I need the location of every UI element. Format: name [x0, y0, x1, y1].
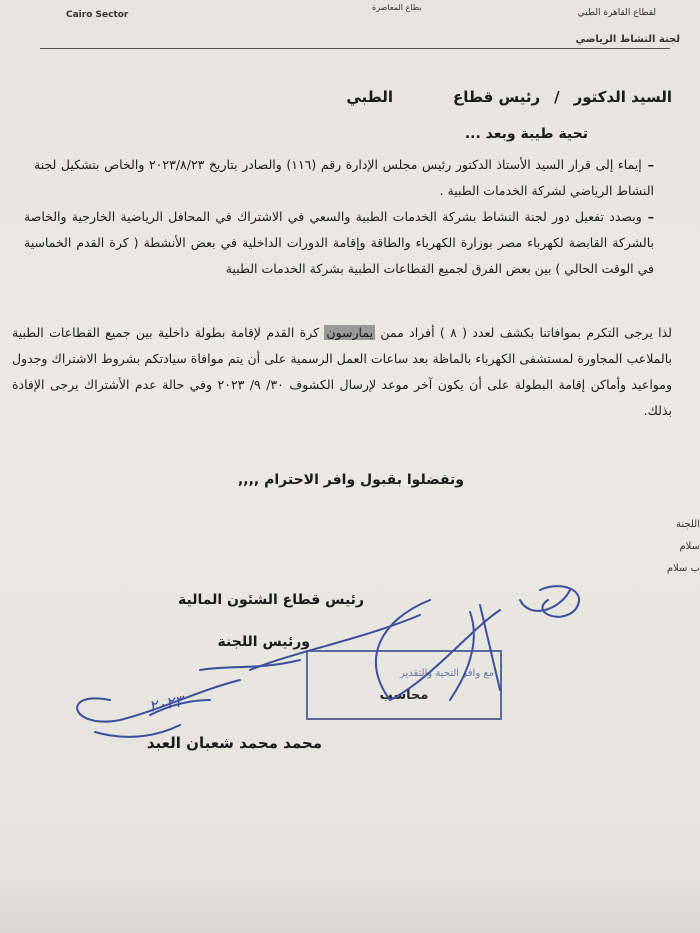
header-sector-english: Cairo Sector	[66, 10, 129, 20]
highlighted-word: يمارسون	[326, 325, 374, 340]
paragraph-3-end: كرة القدم لإقامة بطولة داخلية بين جميع القطاعات الطبية بالملاعب المجاورة لمستشفى الكهرباء بالماظة بعد ساعات العمل الرسمية على أن يتم موافاة سيادتكم بشروط الاشتراك وجدول ومواعيد وأماكن إقامة البطولة على أن يكون آخر موعد لإرسال الكشوف ٣٠/ ٩/ ٢٠٢٣ وفي حالة عدم الأشتراك يرجى الإفادة بذلك.	[12, 325, 672, 418]
margin-note-line: ب سلام	[666, 563, 700, 574]
header-committee: لجنة النشاط الرياضي	[575, 34, 680, 45]
greeting: تحية طيبة وبعد ...	[464, 126, 588, 142]
bullet-dash: –	[647, 157, 655, 172]
bullet-dash: –	[647, 209, 654, 224]
signatory-title: رئيس قطاع الشئون المالية	[178, 592, 364, 608]
paragraph-1-text: إيماء إلى قرار السيد الأستاذ الدكتور رئيس مجلس الإدارة رقم (١١٦) والصادر بتاريخ ٢٠٢٣/٨/٢٣ والخاص بتشكيل لجنة النشاط الرياضي لشركة الخدمات الطبية .	[34, 157, 654, 198]
header-top-center: بطاع المعاصرة	[372, 3, 422, 12]
signature-stroke	[250, 615, 420, 670]
page-shadow	[0, 873, 700, 933]
margin-note-line: اللجنة	[676, 519, 700, 530]
header-sector-arabic: لقطاع القاهرة الطبي	[577, 8, 656, 18]
margin-note-line: سلام	[679, 541, 700, 552]
signatory-subtitle: ورئيس اللجنة	[217, 634, 310, 650]
signatory-name: محمد محمد شعبان العبد	[146, 734, 322, 752]
paragraph-2-text: وبصدد تفعيل دور لجنة النشاط بشركة الخدمات الطبية والسعي في الاشتراك في المحافل الرياضية الخارجية والخاصة بالشركة القابضة لكهرباء مصر بوزارة الكهرباء والطاقة وإقامة الدورات الداخلية في بعض الأنشطة ( كرة القدم الخماسية في الوقت الحالي ) بين بعض الفرق لجميع القطاعات الطبية بشركة الخدمات الطبية	[24, 209, 654, 276]
handwritten-date: ٢٠٢٣	[147, 691, 185, 716]
closing-line: وتفضلوا بقبول وافر الاحترام ,,,,	[237, 472, 464, 488]
signature-stroke	[450, 590, 570, 700]
addressee-sector: الطبي	[346, 88, 393, 106]
addressee-title: السيد الدكتور	[573, 88, 672, 106]
addressee-slash: /	[554, 88, 560, 106]
signature-stroke	[95, 725, 180, 737]
stamp-title: محاسب	[379, 688, 429, 703]
addressee-position: رئيس قطاع	[453, 88, 541, 106]
stamp-text: مع وافر التحية والتقدير	[399, 668, 494, 679]
paragraph-3-start: لذا يرجى التكرم بموافاتنا بكشف لعدد ( ٨ ) أفراد ممن	[380, 325, 672, 340]
